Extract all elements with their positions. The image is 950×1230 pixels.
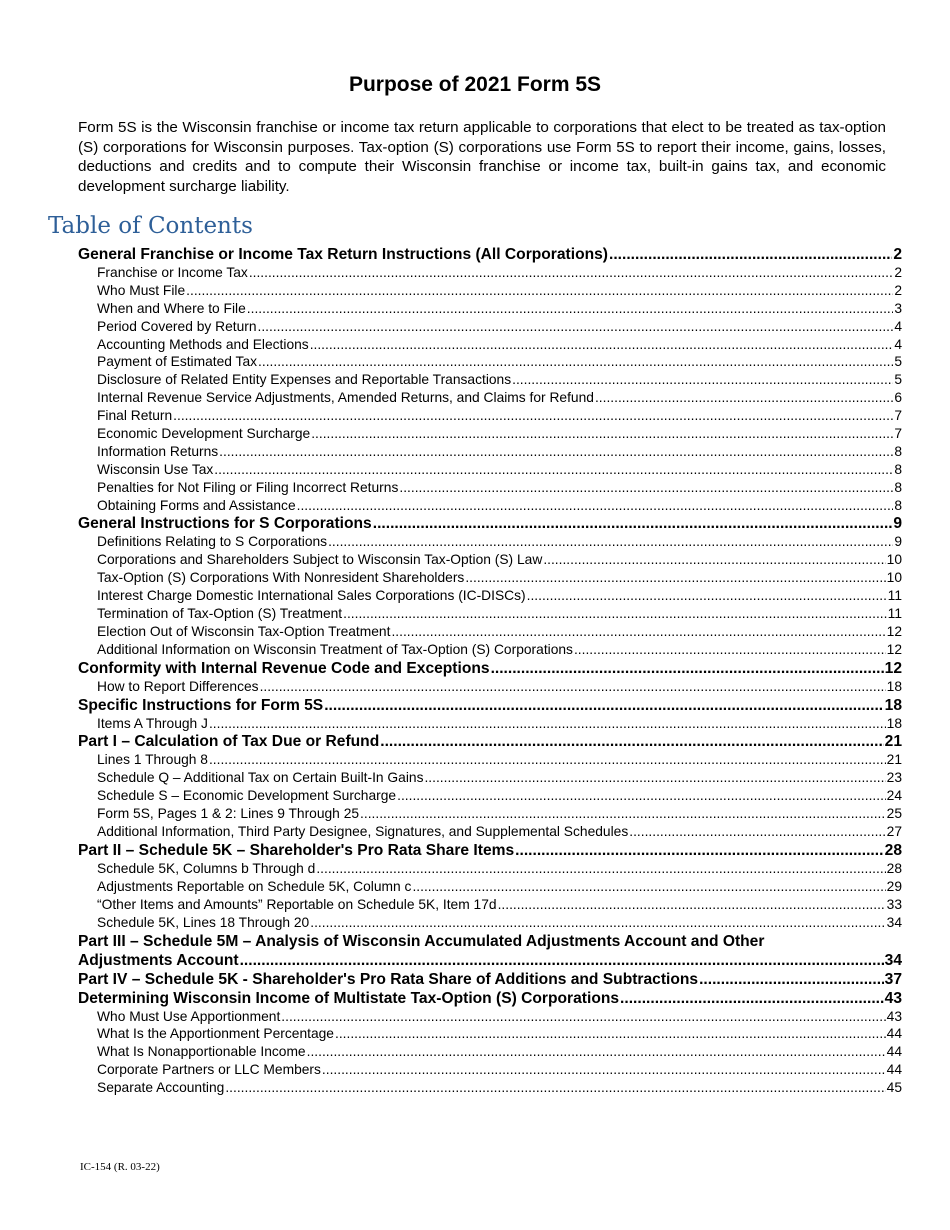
toc-subsection-entry[interactable] [78, 264, 902, 282]
toc-subsection-entry[interactable] [78, 318, 902, 336]
toc-page-number: 28 [886, 860, 902, 876]
toc-entry-label: Schedule 5K, Lines 18 Through 20 [97, 914, 310, 930]
toc-page-number: 12 [884, 659, 902, 677]
toc-dot-leader [574, 641, 886, 659]
toc-page-number: 29 [886, 878, 902, 894]
toc-section-entry[interactable] [78, 514, 902, 533]
toc-subsection-entry[interactable] [78, 751, 902, 769]
toc-dot-leader [391, 623, 885, 641]
toc-dot-leader [699, 970, 884, 989]
toc-subsection-entry[interactable] [78, 641, 902, 659]
toc-dot-leader [186, 282, 893, 300]
toc-page-number: 2 [894, 265, 902, 280]
toc-entry-label: Economic Development Surcharge [97, 426, 311, 442]
toc-subsection-entry[interactable] [78, 479, 902, 497]
toc-page-number: 2 [894, 282, 902, 298]
toc-page-number: 12 [886, 623, 902, 639]
toc-section-entry[interactable] [78, 732, 902, 751]
toc-section-entry[interactable] [78, 841, 902, 860]
toc-dot-leader [311, 425, 893, 443]
toc-entry-label: Part I – Calculation of Tax Due or Refund [78, 733, 380, 751]
toc-section-entry[interactable] [78, 970, 902, 989]
toc-page-number: 7 [894, 426, 902, 442]
toc-page-number: 2 [893, 246, 902, 263]
toc-entry-label: Definitions Relating to S Corporations [97, 534, 328, 550]
toc-dot-leader [322, 1061, 886, 1079]
toc-subsection-entry[interactable] [78, 896, 902, 914]
toc-page-number: 9 [894, 534, 902, 550]
toc-page-number: 43 [884, 989, 902, 1007]
toc-dot-leader [465, 569, 885, 587]
toc-dot-leader [335, 1025, 886, 1043]
toc-entry-label: Penalties for Not Filing or Filing Incorrect Returns [97, 479, 399, 495]
toc-page-number: 21 [884, 733, 902, 751]
toc-entry-label: Additional Information, Third Party Designee, Signatures, and Supplemental Schedules [97, 824, 629, 840]
toc-page-number: 18 [884, 696, 902, 714]
toc-subsection-entry[interactable] [78, 497, 902, 515]
toc-entry-label: Items A Through J [97, 715, 208, 731]
toc-entry-label: Tax-Option (S) Corporations With Nonresident Shareholders [97, 570, 465, 586]
intro-paragraph: Form 5S is the Wisconsin franchise or income tax return applicable to corporations that elect to be treated as tax-option (S) corporations for Wisconsin purposes. Tax-option (S) corporations use Form 5S to report their income, gains, losses, deductions and credits and to compute their Wisconsin franchise or income tax, built-in gains tax, and economic development surcharge liability. [78, 119, 886, 195]
toc-subsection-entry[interactable] [78, 715, 902, 733]
toc-entry-label: Determining Wisconsin Income of Multistate Tax-Option (S) Corporations [78, 989, 620, 1007]
toc-page-number: 25 [886, 806, 902, 822]
toc-subsection-entry[interactable] [78, 805, 902, 823]
toc-dot-leader [399, 479, 893, 497]
page-title: Purpose of 2021 Form 5S [348, 73, 602, 96]
toc-entry-label: Accounting Methods and Elections [97, 336, 309, 352]
toc-dot-leader [249, 264, 894, 282]
toc-page-number: 10 [886, 552, 902, 568]
toc-subsection-entry[interactable] [78, 823, 902, 841]
toc-entry-label: Part II – Schedule 5K – Shareholder's Pro Rata Share Items [78, 841, 515, 859]
toc-dot-leader [297, 497, 894, 515]
toc-entry-label: Internal Revenue Service Adjustments, Amended Returns, and Claims for Refund [97, 390, 594, 406]
toc-dot-leader [527, 587, 887, 605]
toc-dot-leader [219, 443, 893, 461]
toc-page-number: 28 [884, 841, 902, 859]
toc-section-entry[interactable] [78, 989, 902, 1008]
toc-entry-label: Form 5S, Pages 1 & 2: Lines 9 Through 25 [97, 806, 360, 822]
toc-entry-label: Disclosure of Related Entity Expenses and Reportable Transactions [97, 372, 512, 388]
toc-page-number: 44 [886, 1044, 902, 1060]
toc-dot-leader [380, 732, 883, 751]
toc-page-number: 23 [886, 770, 902, 786]
toc-page-number: 11 [887, 588, 902, 604]
toc-entry-label: Lines 1 Through 8 [97, 752, 208, 768]
toc-entry-label: General Franchise or Income Tax Return Instructions (All Corporations) [78, 246, 608, 263]
toc-page-number: 12 [886, 641, 902, 657]
toc-dot-leader [543, 551, 885, 569]
toc-subsection-entry[interactable] [78, 461, 902, 479]
toc-dot-leader [258, 353, 893, 371]
toc-section-entry[interactable] [78, 659, 902, 678]
toc-subsection-entry[interactable] [78, 425, 902, 443]
toc-dot-leader [491, 659, 884, 678]
toc-page-number: 18 [886, 678, 902, 694]
toc-subsection-entry[interactable] [78, 623, 902, 641]
toc-page-number: 18 [886, 715, 902, 731]
toc-entry-label: Separate Accounting [97, 1080, 225, 1096]
toc-subsection-entry[interactable] [78, 605, 902, 623]
toc-subsection-entry[interactable] [78, 371, 902, 389]
toc-page-number: 11 [887, 606, 902, 622]
toc-entry-label: Part IV – Schedule 5K - Shareholder's Pro Rata Share of Additions and Subtractions [78, 970, 699, 988]
toc-subsection-entry[interactable] [78, 533, 902, 551]
toc-dot-leader [209, 715, 886, 733]
toc-entry-label: What Is the Apportionment Percentage [97, 1026, 334, 1042]
toc-page-number: 45 [886, 1080, 902, 1096]
toc-entry-label: Interest Charge Domestic International Sales Corporations (IC-DISCs) [97, 588, 526, 604]
toc-subsection-entry[interactable] [78, 914, 902, 932]
toc-entry-label: Corporate Partners or LLC Members [97, 1062, 321, 1078]
toc-subsection-entry[interactable] [78, 300, 902, 318]
toc-dot-leader [316, 860, 885, 878]
toc-dot-leader [324, 696, 883, 715]
toc-page-number: 5 [894, 354, 902, 370]
toc-subsection-entry[interactable] [78, 860, 902, 878]
toc-entry-label: How to Report Differences [97, 678, 259, 694]
toc-entry-label: Schedule S – Economic Development Surcharge [97, 788, 397, 804]
toc-entry-label: “Other Items and Amounts” Reportable on Schedule 5K, Item 17d [97, 896, 497, 912]
toc-entry-label: Payment of Estimated Tax [97, 354, 258, 370]
toc-dot-leader [173, 407, 893, 425]
form-id-footer: IC-154 (R. 03-22) [80, 1161, 160, 1173]
toc-dot-leader [397, 787, 886, 805]
toc-subsection-entry[interactable] [78, 787, 902, 805]
toc-subsection-entry[interactable] [78, 353, 902, 371]
toc-page-number: 8 [894, 497, 902, 513]
toc-dot-leader [629, 823, 885, 841]
toc-dot-leader [373, 514, 893, 533]
toc-dot-leader [281, 1008, 885, 1026]
toc-page-number: 27 [886, 824, 902, 840]
toc-entry-label: Who Must File [97, 282, 186, 298]
toc-entry-label: Part III – Schedule 5M – Analysis of Wisconsin Accumulated Adjustments Account and Other [78, 932, 765, 950]
toc-dot-leader [310, 914, 885, 932]
toc-entry-label: Schedule Q – Additional Tax on Certain Built-In Gains [97, 770, 424, 786]
toc-dot-leader [515, 841, 883, 860]
toc-entry-label: Period Covered by Return [97, 318, 257, 334]
toc-page-number: 37 [884, 970, 902, 988]
toc-subsection-entry[interactable] [78, 769, 902, 787]
toc-page-number: 33 [886, 896, 902, 912]
toc-dot-leader [225, 1079, 885, 1097]
toc-section-entry[interactable] [78, 932, 902, 951]
toc-dot-leader [412, 878, 885, 896]
toc-section-entry[interactable] [78, 245, 902, 264]
toc-entry-label: Schedule 5K, Columns b Through d [97, 860, 316, 876]
toc-page-number: 44 [886, 1062, 902, 1078]
toc-page-number: 8 [894, 443, 902, 459]
toc-subsection-entry[interactable] [78, 678, 902, 696]
toc-dot-leader [214, 461, 893, 479]
toc-dot-leader [310, 336, 894, 354]
toc-entry-label: When and Where to File [97, 300, 246, 316]
toc-dot-leader [512, 371, 893, 389]
toc-entry-label: Specific Instructions for Form 5S [78, 696, 324, 714]
toc-dot-leader [620, 989, 884, 1008]
toc-entry-label: Wisconsin Use Tax [97, 461, 214, 477]
toc-dot-leader [258, 318, 894, 336]
toc-page-number: 21 [886, 752, 902, 768]
toc-entry-label: Election Out of Wisconsin Tax-Option Treatment [97, 623, 391, 639]
toc-dot-leader [247, 300, 894, 318]
toc-entry-label: General Instructions for S Corporations [78, 515, 372, 533]
toc-subsection-entry[interactable] [78, 389, 902, 407]
toc-page-number: 34 [884, 951, 902, 969]
toc-subsection-entry[interactable] [78, 282, 902, 300]
toc-dot-leader [240, 951, 884, 970]
toc-entry-label: Final Return [97, 408, 173, 424]
toc-subsection-entry[interactable] [78, 1061, 902, 1079]
toc-entry-label: Obtaining Forms and Assistance [97, 497, 296, 513]
toc-subsection-entry[interactable] [78, 1043, 902, 1061]
toc-entry-label: Conformity with Internal Revenue Code and Exceptions [78, 659, 490, 677]
toc-subsection-entry[interactable] [78, 551, 902, 569]
toc-dot-leader [609, 245, 892, 264]
toc-page-number: 8 [894, 479, 902, 495]
toc-subsection-entry[interactable] [78, 1079, 902, 1097]
toc-page-number: 5 [894, 372, 902, 388]
toc-page-number: 34 [886, 914, 902, 930]
toc-page-number: 43 [886, 1008, 902, 1024]
toc-entry-label: Information Returns [97, 443, 219, 459]
toc-section-entry[interactable] [78, 951, 902, 970]
toc-dot-leader [595, 389, 893, 407]
toc-dot-leader [498, 896, 886, 914]
toc-subsection-entry[interactable] [78, 1025, 902, 1043]
toc-entry-label: What Is Nonapportionable Income [97, 1044, 306, 1060]
toc-dot-leader [209, 751, 886, 769]
toc-subsection-entry[interactable] [78, 1008, 902, 1026]
toc-page-number: 8 [894, 461, 902, 477]
toc-entry-label: Adjustments Account [78, 951, 239, 969]
toc-dot-leader [343, 605, 887, 623]
toc-page-number: 3 [894, 300, 902, 316]
toc-dot-leader [424, 769, 885, 787]
toc-subsection-entry[interactable] [78, 569, 902, 587]
toc-heading: Table of Contents [48, 213, 253, 239]
table-of-contents [78, 245, 902, 1097]
toc-page-number: 6 [894, 390, 902, 406]
toc-dot-leader [360, 805, 886, 823]
toc-entry-label: Adjustments Reportable on Schedule 5K, Column c [97, 878, 412, 894]
toc-page-number: 44 [886, 1026, 902, 1042]
toc-subsection-entry[interactable] [78, 443, 902, 461]
toc-entry-label: Who Must Use Apportionment [97, 1008, 281, 1024]
toc-page-number: 4 [894, 318, 902, 334]
toc-page-number: 4 [894, 336, 902, 352]
toc-entry-label: Corporations and Shareholders Subject to Wisconsin Tax-Option (S) Law [97, 552, 543, 568]
toc-dot-leader [307, 1043, 886, 1061]
toc-subsection-entry[interactable] [78, 336, 902, 354]
toc-dot-leader [328, 533, 893, 551]
toc-subsection-entry[interactable] [78, 587, 902, 605]
toc-page-number: 10 [886, 570, 902, 586]
toc-entry-label: Termination of Tax-Option (S) Treatment [97, 606, 343, 622]
toc-section-entry[interactable] [78, 696, 902, 715]
toc-subsection-entry[interactable] [78, 878, 902, 896]
toc-entry-label: Franchise or Income Tax [97, 265, 248, 280]
toc-page-number: 9 [893, 515, 902, 533]
toc-subsection-entry[interactable] [78, 407, 902, 425]
toc-page-number: 7 [894, 408, 902, 424]
toc-entry-label: Additional Information on Wisconsin Treatment of Tax-Option (S) Corporations [97, 641, 573, 657]
toc-dot-leader [260, 678, 886, 696]
toc-page-number: 24 [886, 788, 902, 804]
